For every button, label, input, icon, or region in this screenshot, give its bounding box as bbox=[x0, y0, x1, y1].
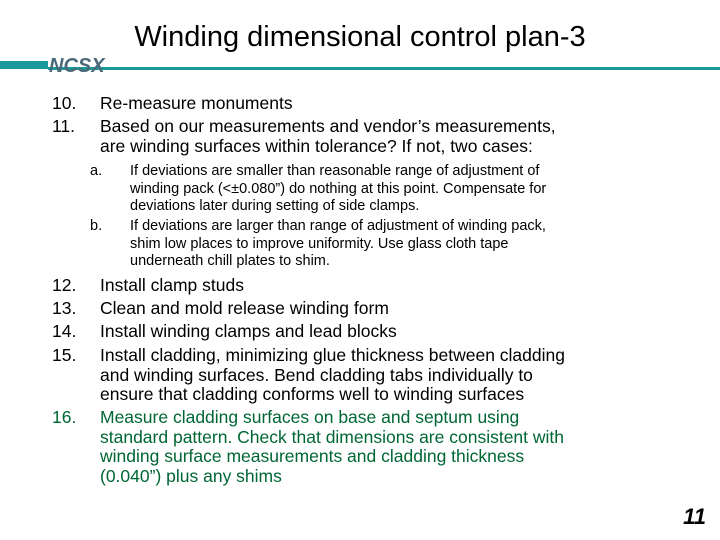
sub-item-text-line: shim low places to improve uniformity. Use glass cloth tape bbox=[130, 235, 509, 252]
item-number: 16. bbox=[52, 407, 77, 427]
item-text-line: Install clamp studs bbox=[100, 275, 244, 295]
item-number: 12. bbox=[52, 275, 77, 295]
page-number: 11 bbox=[683, 504, 706, 529]
item-text-line: ensure that cladding conforms well to winding surfaces bbox=[100, 384, 525, 404]
sub-item-letter: a. bbox=[90, 163, 103, 179]
item-text-line: and winding surfaces. Bend cladding tabs individually to bbox=[100, 364, 533, 385]
item-text-line: Clean and mold release winding form bbox=[100, 298, 389, 318]
item-text-line: (0.040”) plus any shims bbox=[100, 465, 282, 486]
item-number: 14. bbox=[52, 321, 77, 341]
sub-item-text-line: winding pack (<±0.080”) do nothing at this point. Compensate for bbox=[130, 180, 547, 197]
item-text-line: Based on our measurements and vendor’s measurements, bbox=[100, 116, 556, 136]
sub-item-letter: b. bbox=[90, 218, 103, 234]
item-text-line: winding surface measurements and cladding thickness bbox=[100, 446, 525, 466]
item-number: 11. bbox=[52, 116, 76, 136]
sub-item-text-line: deviations later during setting of side clamps. bbox=[130, 198, 420, 214]
sub-item-text-line: If deviations are larger than range of adjustment of winding pack, bbox=[130, 218, 546, 234]
ncsx-logo: NCSX bbox=[49, 55, 105, 77]
item-text-line: Install cladding, minimizing glue thickness between cladding bbox=[100, 345, 565, 365]
sub-item-text-line: underneath chill plates to shim. bbox=[130, 253, 330, 269]
item-text-line: Install winding clamps and lead blocks bbox=[100, 321, 397, 341]
sub-item-text-line: If deviations are smaller than reasonable range of adjustment of bbox=[130, 163, 540, 179]
item-number: 15. bbox=[52, 345, 77, 365]
slide-title: Winding dimensional control plan-3 bbox=[134, 21, 586, 53]
item-text-line: Re-measure monuments bbox=[100, 93, 293, 113]
item-text-line: standard pattern. Check that dimensions are consistent with bbox=[100, 426, 564, 447]
item-text-line: are winding surfaces within tolerance? If not, two cases: bbox=[100, 135, 533, 156]
item-text-line: Measure cladding surfaces on base and septum using bbox=[100, 407, 520, 427]
item-number: 13. bbox=[52, 298, 77, 318]
item-number: 10. bbox=[52, 93, 77, 113]
